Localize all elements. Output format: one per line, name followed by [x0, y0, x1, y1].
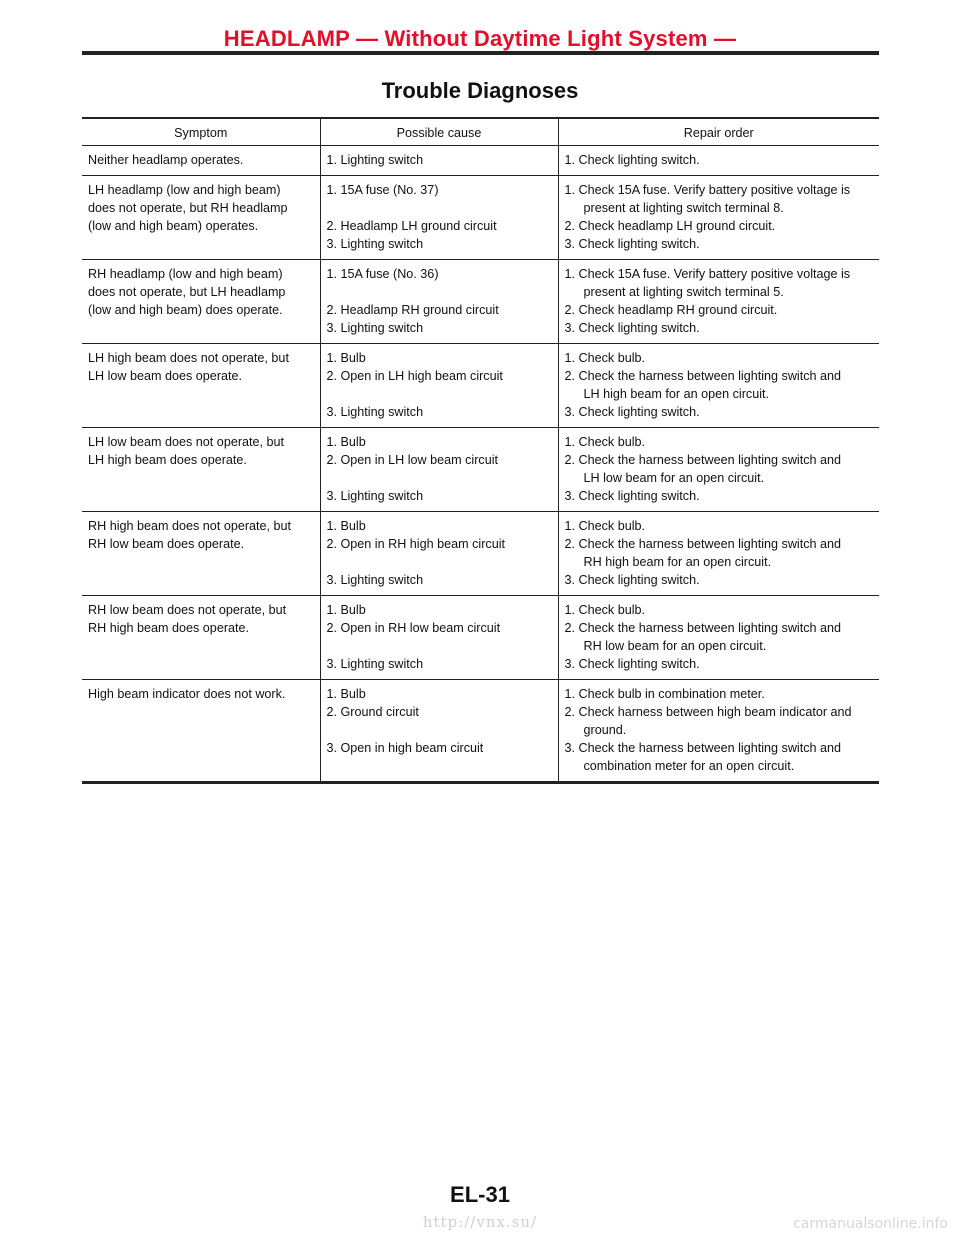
symptom-cell [82, 596, 320, 680]
table-row [82, 512, 879, 596]
possible-cause-line: 3. Lighting switch [326, 573, 424, 587]
repair-order-line: 1. Check bulb. [564, 519, 646, 533]
possible-cause-line: 1. 15A fuse (No. 37) [326, 183, 439, 197]
repair-order-line: 1. Check bulb. [564, 351, 646, 365]
table-row [82, 680, 879, 783]
symptom-line: (low and high beam) does operate. [88, 303, 283, 317]
possible-cause-line: 2. Ground circuit [326, 705, 419, 719]
possible-cause-line: 3. Lighting switch [326, 657, 424, 671]
possible-cause-line: 2. Open in LH high beam circuit [326, 369, 503, 383]
table-row [82, 428, 879, 512]
symptom-line: RH low beam does not operate, but [88, 603, 287, 617]
possible-cause-line: 2. Open in RH high beam circuit [326, 537, 505, 551]
watermark: carmanualsonline.info [793, 1216, 948, 1232]
symptom-line: LH headlamp (low and high beam) [88, 183, 281, 197]
symptom-line: does not operate, but LH headlamp [88, 285, 286, 299]
symptom-line: High beam indicator does not work. [88, 687, 286, 701]
symptom-cell [82, 680, 320, 783]
repair-order-cell [558, 344, 879, 428]
symptom-cell [82, 146, 320, 176]
table-row [82, 260, 879, 344]
possible-cause-line: 3. Lighting switch [326, 321, 424, 335]
possible-cause-line [327, 385, 552, 403]
possible-cause-cell [320, 344, 558, 428]
symptom-line: RH high beam does not operate, but [88, 519, 292, 533]
possible-cause-line: 1. Lighting switch [326, 153, 424, 167]
symptom-cell [82, 176, 320, 260]
repair-order-cell [558, 176, 879, 260]
possible-cause-line [327, 721, 552, 739]
repair-order-line: 1. Check 15A fuse. Verify battery positive voltage is [564, 267, 851, 281]
column-header-symptom: Symptom [174, 126, 228, 140]
repair-order-line: 3. Check lighting switch. [564, 489, 700, 503]
repair-order-line: 3. Check the harness between lighting switch and [564, 741, 842, 755]
symptom-line: RH low beam does operate. [88, 537, 245, 551]
repair-order-line: RH low beam for an open circuit. [583, 639, 767, 653]
symptom-line: LH low beam does operate. [88, 369, 243, 383]
symptom-line: RH high beam does operate. [88, 621, 250, 635]
possible-cause-line: 1. Bulb [326, 687, 366, 701]
repair-order-line: RH high beam for an open circuit. [583, 555, 772, 569]
possible-cause-line: 3. Lighting switch [326, 237, 424, 251]
possible-cause-line: 2. Open in LH low beam circuit [326, 453, 498, 467]
possible-cause-cell [320, 680, 558, 783]
possible-cause-cell [320, 596, 558, 680]
repair-order-line: ground. [583, 723, 627, 737]
symptom-line: LH high beam does operate. [88, 453, 247, 467]
possible-cause-line: 2. Headlamp LH ground circuit [326, 219, 497, 233]
table-row [82, 146, 879, 176]
repair-order-line: 2. Check harness between high beam indicator and [564, 705, 852, 719]
repair-order-line: 3. Check lighting switch. [564, 237, 700, 251]
possible-cause-cell [320, 146, 558, 176]
possible-cause-line: 1. Bulb [326, 351, 366, 365]
repair-order-line: LH low beam for an open circuit. [583, 471, 765, 485]
repair-order-cell [558, 428, 879, 512]
repair-order-line: LH high beam for an open circuit. [583, 387, 770, 401]
symptom-line: LH high beam does not operate, but [88, 351, 289, 365]
repair-order-line: 3. Check lighting switch. [564, 321, 700, 335]
possible-cause-cell [320, 512, 558, 596]
possible-cause-line: 2. Headlamp RH ground circuit [326, 303, 499, 317]
possible-cause-line: 1. Bulb [326, 435, 366, 449]
header-rule [82, 51, 879, 55]
symptom-line: RH headlamp (low and high beam) [88, 267, 283, 281]
possible-cause-line: 1. 15A fuse (No. 36) [326, 267, 439, 281]
section-title: Trouble Diagnoses [381, 78, 579, 103]
page-number: EL-31 [450, 1182, 510, 1207]
repair-order-line: 2. Check the harness between lighting switch and [564, 453, 842, 467]
symptom-cell [82, 260, 320, 344]
table-row [82, 176, 879, 260]
possible-cause-line: 3. Lighting switch [326, 405, 424, 419]
repair-order-line: 1. Check bulb. [564, 603, 646, 617]
repair-order-line: 2. Check headlamp RH ground circuit. [564, 303, 778, 317]
possible-cause-line: 2. Open in RH low beam circuit [326, 621, 501, 635]
table-body [82, 146, 879, 783]
repair-order-line: 1. Check bulb. [564, 435, 646, 449]
repair-order-cell [558, 596, 879, 680]
repair-order-line: present at lighting switch terminal 8. [583, 201, 784, 215]
table-row [82, 344, 879, 428]
table-row [82, 596, 879, 680]
symptom-cell [82, 428, 320, 512]
repair-order-line: 1. Check lighting switch. [564, 153, 700, 167]
repair-order-line: 2. Check the harness between lighting switch and [564, 621, 842, 635]
repair-order-line: 3. Check lighting switch. [564, 405, 700, 419]
possible-cause-cell [320, 176, 558, 260]
possible-cause-line: 3. Lighting switch [326, 489, 424, 503]
possible-cause-line [327, 469, 552, 487]
possible-cause-line: 1. Bulb [326, 603, 366, 617]
repair-order-cell [558, 512, 879, 596]
repair-order-cell [558, 680, 879, 783]
repair-order-line: 1. Check bulb in combination meter. [564, 687, 765, 701]
repair-order-line: 2. Check the harness between lighting switch and [564, 537, 842, 551]
column-header-possible-cause: Possible cause [320, 118, 558, 146]
possible-cause-line [327, 637, 552, 655]
symptom-line: does not operate, but RH headlamp [88, 201, 288, 215]
possible-cause-cell [320, 260, 558, 344]
footer-url-link[interactable]: http://vnx.su/ [422, 1213, 538, 1231]
possible-cause-line: 3. Open in high beam circuit [326, 741, 484, 755]
symptom-line: Neither headlamp operates. [88, 153, 244, 167]
repair-order-cell [558, 260, 879, 344]
possible-cause-line: 1. Bulb [326, 519, 366, 533]
repair-order-cell [558, 146, 879, 176]
possible-cause-line [327, 199, 552, 217]
possible-cause-line [327, 553, 552, 571]
possible-cause-cell [320, 428, 558, 512]
repair-order-line: 3. Check lighting switch. [564, 573, 700, 587]
table-header-row [82, 118, 879, 146]
column-header-repair-order: Repair order [558, 118, 879, 146]
repair-order-line: present at lighting switch terminal 5. [583, 285, 784, 299]
symptom-cell [82, 344, 320, 428]
repair-order-line: 3. Check lighting switch. [564, 657, 700, 671]
symptom-line: (low and high beam) operates. [88, 219, 259, 233]
repair-order-line: combination meter for an open circuit. [583, 759, 795, 773]
possible-cause-line [327, 283, 552, 301]
symptom-cell [82, 512, 320, 596]
repair-order-line: 1. Check 15A fuse. Verify battery positive voltage is [564, 183, 851, 197]
repair-order-line: 2. Check headlamp LH ground circuit. [564, 219, 776, 233]
repair-order-line: 2. Check the harness between lighting switch and [564, 369, 842, 383]
symptom-line: LH low beam does not operate, but [88, 435, 285, 449]
page-header-title: HEADLAMP — Without Daytime Light System — [223, 26, 737, 51]
trouble-diagnoses-table [82, 117, 879, 784]
